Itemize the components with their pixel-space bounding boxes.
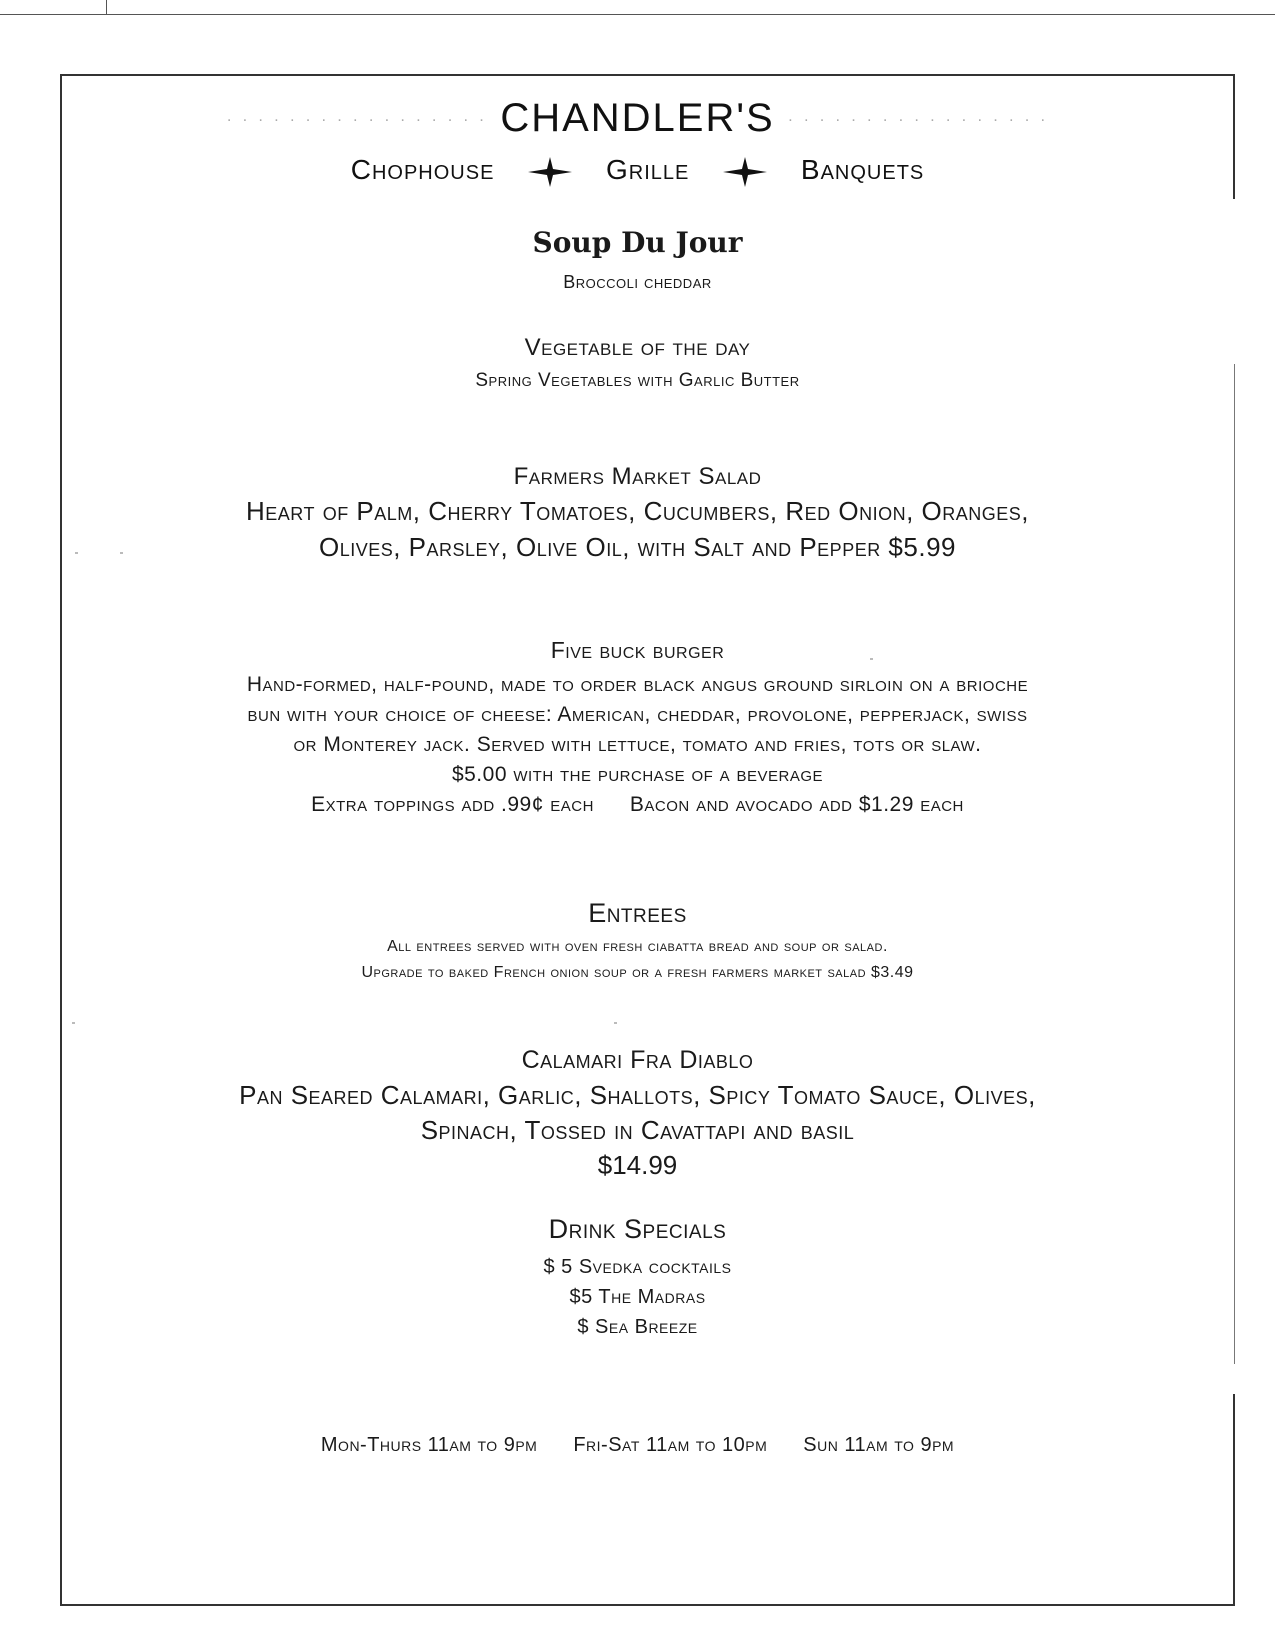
star-separator-icon [720, 154, 770, 187]
scan-speck [75, 552, 78, 554]
soup-desc: Broccoli cheddar [563, 272, 712, 292]
hours-sunday: Sun 11am to 9pm [803, 1434, 955, 1456]
soup-title: Soup Du Jour [532, 226, 743, 259]
calamari-title: Calamari Fra Diablo [521, 1046, 754, 1074]
scan-speck [120, 552, 123, 554]
hours-weekday: Mon-Thurs 11am to 9pm [320, 1434, 538, 1456]
burger-price-line: $5.00 with the purchase of a beverage [451, 763, 824, 786]
calamari-desc-line: Pan Seared Calamari, Garlic, Shallots, Spicy Tomato Sauce, Olives, [239, 1080, 1036, 1110]
drink-item: $5 The Madras [569, 1286, 706, 1308]
menu-frame [60, 74, 1235, 1606]
header-right-dots: · · · · · · · · · · · · · · · · · [787, 111, 1049, 129]
calamari-price: $14.99 [597, 1150, 678, 1180]
burger-desc-line: bun with your choice of cheese: American, cheddar, provolone, pepperjack, swiss [247, 703, 1028, 726]
vegetable-title: Vegetable of the day [524, 334, 751, 361]
salad-title: Farmers Market Salad [513, 463, 762, 490]
header-subtitle [0, 154, 1275, 187]
restaurant-name [0, 96, 1275, 141]
entrees-note: All entrees served with oven fresh ciabatta bread and soup or salad. [387, 938, 888, 955]
scan-speck [72, 1022, 75, 1024]
frame-top-edge [60, 74, 1235, 76]
salad-desc-line: Heart of Palm, Cherry Tomatoes, Cucumbers, Red Onion, Oranges, [246, 496, 1029, 526]
salad-desc-line: Olives, Parsley, Olive Oil, with Salt and Pepper $5.99 [318, 532, 956, 562]
drink-specials-title: Drink Specials [548, 1214, 727, 1244]
star-separator-icon [525, 154, 575, 187]
frame-left-edge [60, 74, 62, 1606]
opening-hours [0, 1434, 1275, 1457]
burger-bacon: Bacon and avocado add $1.29 each [629, 793, 964, 816]
subtitle-grille: Grille [605, 154, 690, 185]
scan-speck [870, 658, 873, 660]
hours-fri-sat: Fri-Sat 11am to 10pm [573, 1434, 768, 1456]
burger-desc-line: or Monterey jack. Served with lettuce, tomato and fries, tots or slaw. [293, 733, 982, 756]
top-rule [0, 14, 1275, 15]
top-tick [106, 0, 107, 15]
burger-title: Five buck burger [550, 637, 725, 663]
entrees-note: Upgrade to baked French onion soup or a fresh farmers market salad $3.49 [361, 964, 914, 981]
frame-right-edge-lower [1233, 1394, 1235, 1606]
header-left-dots: · · · · · · · · · · · · · · · · · [226, 111, 488, 129]
burger-toppings: Extra toppings add .99¢ each [311, 793, 594, 816]
burger-desc-line: Hand-formed, half-pound, made to order black angus ground sirloin on a brioche [246, 673, 1029, 696]
frame-bottom-edge [60, 1604, 1235, 1606]
burger-extras-line [0, 793, 1275, 817]
scan-speck [614, 1022, 617, 1024]
restaurant-name-text: CHANDLER'S [500, 96, 775, 140]
subtitle-chophouse: Chophouse [350, 154, 495, 185]
vegetable-desc: Spring Vegetables with Garlic Butter [475, 370, 800, 391]
drink-item: $ Sea Breeze [577, 1316, 698, 1338]
subtitle-banquets: Banquets [800, 154, 925, 185]
calamari-desc-line: Spinach, Tossed in Cavattapi and basil [420, 1115, 855, 1145]
drink-item: $ 5 Svedka cocktails [543, 1256, 732, 1278]
entrees-title: Entrees [588, 898, 687, 928]
